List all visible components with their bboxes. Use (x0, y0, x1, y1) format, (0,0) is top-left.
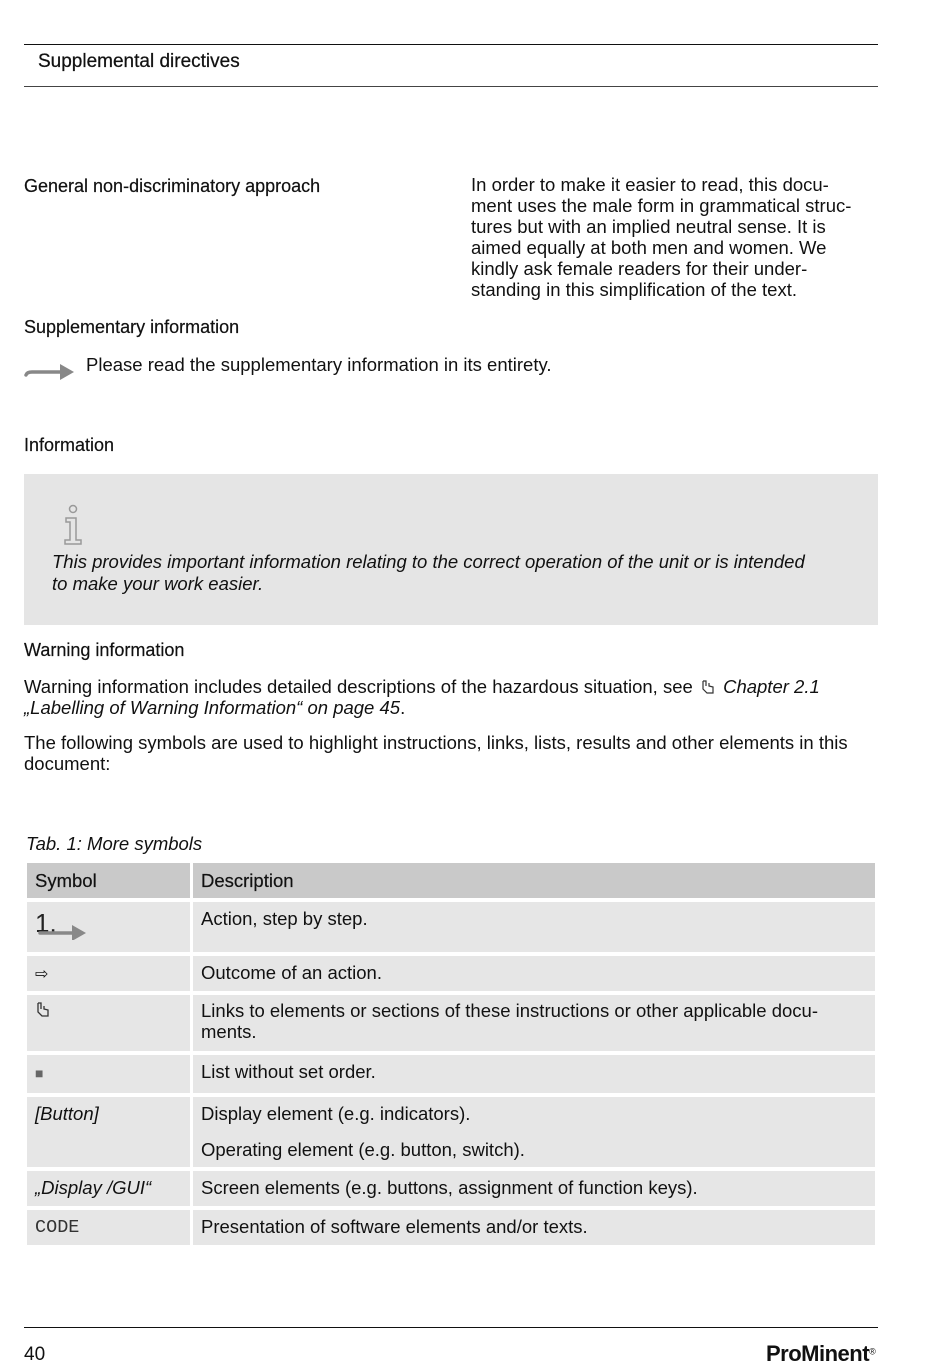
text-line: standing in this simplification of the text. (471, 279, 797, 300)
description-cell (193, 956, 875, 991)
section-heading-warning: Warning information (24, 640, 185, 660)
step-arrow-icon (38, 920, 88, 940)
text-line: Outcome of an action. (201, 962, 382, 983)
symbols-table (24, 859, 878, 1249)
symbol-cell (27, 1055, 190, 1093)
column-header-description: Description (193, 863, 875, 898)
description-cell (193, 995, 875, 1051)
text-line: Display element (e.g. indicators). (201, 1103, 471, 1124)
table-header-row (27, 863, 875, 898)
text-line (24, 697, 884, 718)
symbol-cell: CODE (27, 1210, 190, 1245)
registered-mark: ® (869, 1346, 876, 1357)
instruction-arrow-icon (24, 361, 76, 381)
text-line: Links to elements or sections of these instructions or other applicable docu- (201, 1000, 818, 1021)
step-number: 1. (35, 908, 57, 938)
table-row (27, 995, 875, 1051)
table-row (27, 1097, 875, 1167)
section-heading-supplementary: Supplementary information (24, 317, 240, 337)
symbol-cell: [Button] (27, 1097, 190, 1167)
header-top-rule (24, 44, 878, 45)
table-row (27, 902, 875, 952)
text-line: This provides important information relating to the correct operation of the unit or is intended (52, 551, 805, 572)
text-line: to make your work easier. (52, 573, 264, 594)
table-row (27, 1210, 875, 1245)
description-cell (193, 1097, 875, 1167)
chapter-link[interactable]: Chapter 2.1 (723, 676, 820, 697)
section-heading-information: Information (24, 435, 115, 455)
text-line: tures but with an implied neutral sense. It is (471, 216, 826, 237)
logo-text: ProMinent (766, 1341, 870, 1366)
table-row (27, 1055, 875, 1093)
text-line: ment uses the male form in grammatical struc- (471, 195, 852, 216)
page-number: 40 (24, 1344, 46, 1365)
text-line (24, 676, 884, 697)
prominent-logo (766, 1341, 876, 1367)
warning-text: Warning information includes detailed descriptions of the hazardous situation, see (24, 676, 693, 697)
footer-rule (24, 1327, 878, 1328)
table-row (27, 956, 875, 991)
outcome-arrow-icon: ⇨ (35, 966, 49, 983)
symbols-intro-paragraph: The following symbols are used to highlight instructions, links, lists, results and other elements in this document: (24, 732, 848, 774)
page-title: Supplemental directives (38, 51, 240, 72)
info-icon (60, 504, 86, 546)
link-hand-icon (700, 679, 716, 695)
text-line: Action, step by step. (201, 908, 368, 929)
link-hand-icon (35, 1001, 51, 1019)
text-line: In order to make it easier to read, this docu- (471, 174, 829, 195)
text-line: ments. (201, 1021, 257, 1042)
symbol-cell: „Display /GUI“ (27, 1171, 190, 1206)
text-line: Screen elements (e.g. buttons, assignment of function keys). (201, 1177, 698, 1198)
text-line: kindly ask female readers for their under- (471, 258, 808, 279)
information-text (52, 551, 862, 595)
header-bottom-rule (24, 86, 878, 87)
description-cell (193, 1171, 875, 1206)
period: . (400, 697, 406, 718)
text-line: Presentation of software elements and/or texts. (201, 1216, 588, 1237)
supplementary-instruction: Please read the supplementary information in its entirety. (86, 354, 552, 375)
description-cell (193, 902, 875, 952)
description-cell (193, 1210, 875, 1245)
description-cell (193, 1055, 875, 1093)
general-paragraph (471, 174, 881, 300)
information-box (24, 474, 878, 625)
text-line: Operating element (e.g. button, switch). (201, 1139, 525, 1160)
warning-paragraph (24, 676, 884, 718)
symbol-cell (27, 902, 190, 952)
table-caption: Tab. 1: More symbols (26, 833, 203, 854)
bullet-square-icon: ■ (35, 1065, 44, 1081)
symbol-cell (27, 995, 190, 1051)
table-row (27, 1171, 875, 1206)
text-line: List without set order. (201, 1061, 376, 1082)
section-heading-general: General non-discriminatory approach (24, 176, 321, 196)
chapter-link-title[interactable]: „Labelling of Warning Information“ on page 45 (24, 697, 401, 718)
symbol-cell (27, 956, 190, 991)
column-header-symbol: Symbol (27, 863, 190, 898)
text-line: aimed equally at both men and women. We (471, 237, 827, 258)
